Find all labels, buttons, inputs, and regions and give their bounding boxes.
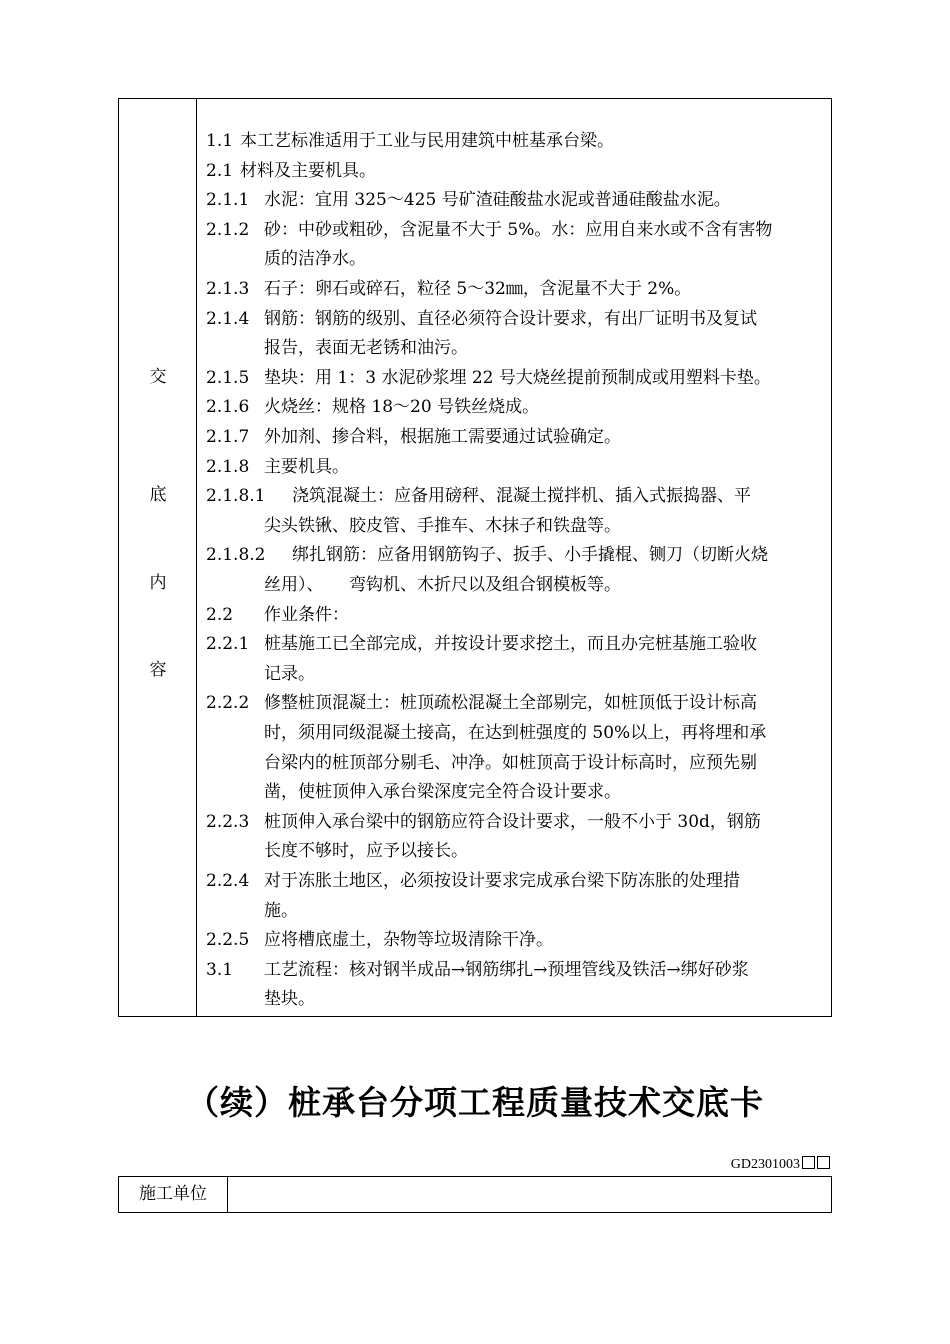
clause-line xyxy=(206,604,349,626)
clause-continuation-line xyxy=(264,722,766,744)
clause-number: 1.1 xyxy=(206,131,234,151)
clause-text: 绑扎钢筋：应备用钢筋钩子、扳手、小手撬棍、铡刀（切断火烧 xyxy=(292,545,768,565)
disclosure-table xyxy=(118,98,832,1017)
clause-text: 报告，表面无老锈和油污。 xyxy=(264,338,468,358)
clause-line xyxy=(206,278,691,300)
clause-number: 2.1.8.2 xyxy=(206,545,266,565)
clause-line xyxy=(206,544,768,566)
clause-line xyxy=(206,811,761,833)
clause-line xyxy=(206,870,740,892)
clause-line xyxy=(206,130,614,152)
clause-line xyxy=(206,308,757,330)
clause-number: 2.1 xyxy=(206,161,234,181)
clause-continuation-line xyxy=(264,515,621,537)
clause-text: 水泥：宜用 325～425 号矿渣硅酸盐水泥或普通硅酸盐水泥。 xyxy=(264,190,731,210)
clause-text: 尖头铁锹、胶皮管、手推车、木抹子和铁盘等。 xyxy=(264,516,621,536)
section-label-char: 底 xyxy=(149,485,167,505)
clause-text: 台梁内的桩顶部分剔毛、冲净。如桩顶高于设计标高时，应预先剔 xyxy=(264,753,757,773)
clause-text: 凿，使桩顶伸入承台梁深度完全符合设计要求。 xyxy=(264,782,621,802)
clause-continuation-line xyxy=(264,337,468,359)
construction-unit-field[interactable] xyxy=(228,1177,831,1212)
page-title: （续）桩承台分项工程质量技术交底卡 xyxy=(186,1083,764,1122)
clause-text: 记录。 xyxy=(264,664,315,684)
clause-number: 2.2.2 xyxy=(206,693,250,713)
clause-text: 修整桩顶混凝土：桩顶疏松混凝土全部剔完，如桩顶低于设计标高 xyxy=(264,693,757,713)
clause-text: 应将槽底虚土，杂物等垃圾清除干净。 xyxy=(264,930,553,950)
clause-text: 长度不够时，应予以接长。 xyxy=(264,841,468,861)
clause-continuation-line xyxy=(264,752,757,774)
clause-line xyxy=(206,160,376,182)
clause-line xyxy=(206,633,757,655)
clause-text: 时，须用同级混凝土接高，在达到桩强度的 50%以上，再将埋和承 xyxy=(264,723,767,743)
clause-number: 2.1.1 xyxy=(206,190,250,210)
clause-line xyxy=(206,367,771,389)
clause-number: 2.1.8.1 xyxy=(206,486,266,506)
section-label-char: 容 xyxy=(149,660,167,680)
clause-line xyxy=(206,959,749,981)
clause-text: 桩基施工已全部完成，并按设计要求挖土，而且办完桩基施工验收 xyxy=(264,634,757,654)
section-label-char: 交 xyxy=(149,367,167,387)
clause-number: 2.2.1 xyxy=(206,634,250,654)
clause-continuation-line xyxy=(264,574,621,596)
clause-continuation-line xyxy=(264,781,621,803)
construction-unit-row xyxy=(118,1176,832,1213)
clause-text: 垫块。 xyxy=(264,989,315,1009)
clause-text: 对于冻胀土地区，必须按设计要求完成承台梁下防冻胀的处理措 xyxy=(264,871,740,891)
clause-continuation-line xyxy=(264,663,315,685)
clause-number: 2.1.7 xyxy=(206,427,250,447)
clause-number: 2.2.3 xyxy=(206,812,250,832)
clause-continuation-line xyxy=(264,900,298,922)
section-label-column xyxy=(119,99,197,1016)
clause-line xyxy=(206,456,349,478)
clause-line xyxy=(206,485,751,507)
clause-text: 石子：卵石或碎石，粒径 5～32㎜，含泥量不大于 2%。 xyxy=(264,279,692,299)
clause-text: 质的洁净水。 xyxy=(264,249,366,269)
clause-continuation-line xyxy=(264,840,468,862)
clause-number: 2.2 xyxy=(206,605,234,625)
clause-number: 2.1.2 xyxy=(206,220,250,240)
clause-text: 作业条件： xyxy=(264,605,349,625)
clause-text: 浇筑混凝土：应备用磅秤、混凝土搅拌机、插入式振捣器、平 xyxy=(292,486,751,506)
clause-line xyxy=(206,426,621,448)
clause-text: 钢筋：钢筋的级别、直径必须符合设计要求，有出厂证明书及复试 xyxy=(264,309,757,329)
clause-continuation-line xyxy=(264,988,315,1010)
clause-number: 2.2.4 xyxy=(206,871,250,891)
clause-line xyxy=(206,219,772,241)
section-label-char: 内 xyxy=(149,573,167,593)
clause-line xyxy=(206,929,553,951)
document-code xyxy=(731,1156,830,1174)
checkbox-square-icon xyxy=(802,1156,815,1169)
clause-text: 丝用）、 弯钩机、木折尺以及组合钢模板等。 xyxy=(264,575,621,595)
clause-text: 桩顶伸入承台梁中的钢筋应符合设计要求，一般不小于 30d，钢筋 xyxy=(264,812,761,832)
clause-number: 3.1 xyxy=(206,960,234,980)
checkbox-square-icon xyxy=(817,1156,830,1169)
clause-line xyxy=(206,692,757,714)
clause-number: 2.1.5 xyxy=(206,368,250,388)
clause-number: 2.1.4 xyxy=(206,309,250,329)
clause-text: 火烧丝：规格 18～20 号铁丝烧成。 xyxy=(264,397,540,417)
clause-line xyxy=(206,396,539,418)
clause-text: 本工艺标准适用于工业与民用建筑中桩基承台梁。 xyxy=(240,131,614,151)
clause-number: 2.2.5 xyxy=(206,930,250,950)
clause-text: 主要机具。 xyxy=(264,457,349,477)
clause-continuation-line xyxy=(264,248,366,270)
clause-text: 垫块：用 1：3 水泥砂浆埋 22 号大烧丝提前预制成或用塑料卡垫。 xyxy=(264,368,771,388)
clause-number: 2.1.8 xyxy=(206,457,250,477)
clause-text: 外加剂、掺合料，根据施工需要通过试验确定。 xyxy=(264,427,621,447)
disclosure-content xyxy=(197,99,831,1016)
clause-text: 工艺流程：核对钢半成品→钢筋绑扎→预埋管线及铁活→绑好砂浆 xyxy=(264,960,749,980)
clause-number: 2.1.6 xyxy=(206,397,250,417)
document-code-text: GD2301003 xyxy=(730,1157,800,1172)
construction-unit-label: 施工单位 xyxy=(119,1177,228,1212)
clause-text: 砂：中砂或粗砂，含泥量不大于 5%。水：应用自来水或不含有害物 xyxy=(264,220,773,240)
clause-text: 施。 xyxy=(264,901,298,921)
clause-number: 2.1.3 xyxy=(206,279,250,299)
clause-line xyxy=(206,189,731,211)
clause-text: 材料及主要机具。 xyxy=(240,161,376,181)
